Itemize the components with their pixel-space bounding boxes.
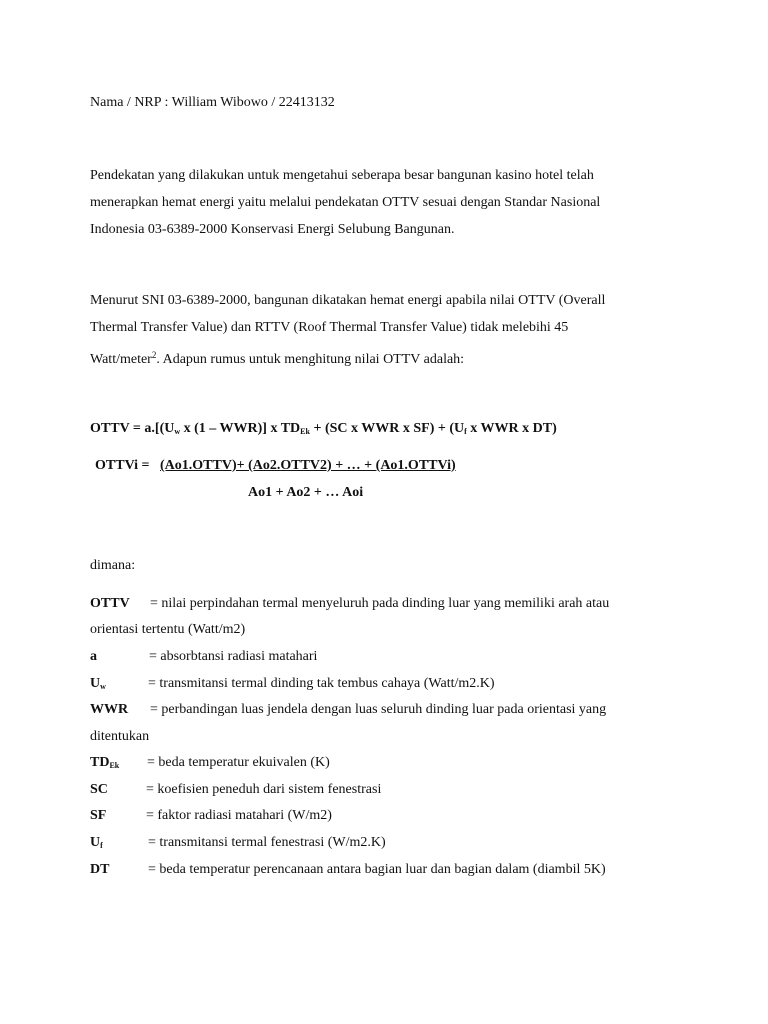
definition-term: SF — [90, 808, 107, 823]
name-nrp-line: Nama / NRP : William Wibowo / 22413132 — [90, 95, 335, 110]
intro-line-1: Pendekatan yang dilakukan untuk mengetahui seberapa besar bangunan kasino hotel telah — [90, 168, 594, 183]
ottv-formula — [90, 420, 557, 441]
definition-text: = koefisien peneduh dari sistem fenestrasi — [146, 782, 382, 797]
superscript-2: 2 — [151, 350, 157, 360]
criteria-line-3-post: . Adapun rumus untuk menghitung nilai OTTV adalah: — [156, 352, 465, 367]
formula-sub-f: f — [464, 427, 467, 436]
formula-part-1: OTTV = a.[(U — [90, 421, 175, 436]
definition-term: a — [90, 649, 97, 664]
definition-text: = transmitansi termal dinding tak tembus cahaya (Watt/m2.K) — [148, 676, 495, 691]
definition-term: DT — [90, 862, 110, 877]
definition-text: = beda temperatur perencanaan antara bagian luar dan bagian dalam (diambil 5K) — [148, 862, 606, 877]
criteria-line-2: Thermal Transfer Value) dan RTTV (Roof Thermal Transfer Value) tidak melebihi 45 — [90, 320, 569, 335]
ottvi-formula-denominator: Ao1 + Ao2 + … Aoi — [248, 485, 364, 500]
ottvi-formula-numerator: (Ao1.OTTV)+ (Ao2.OTTV2) + … + (Ao1.OTTVi) — [160, 458, 456, 473]
definition-text: = transmitansi termal fenestrasi (W/m2.K) — [148, 835, 386, 850]
definition-text: = nilai perpindahan termal menyeluruh pada dinding luar yang memiliki arah atau — [150, 596, 610, 611]
definition-term — [90, 834, 103, 855]
definition-term-sub: f — [100, 841, 103, 850]
definition-text: = faktor radiasi matahari (W/m2) — [146, 808, 332, 823]
definition-term-sub: w — [100, 682, 106, 691]
definition-term-main: U — [90, 835, 101, 850]
definition-term-main: TD — [90, 755, 110, 770]
ottvi-formula-lhs: OTTVi = — [95, 458, 150, 473]
definition-term: WWR — [90, 702, 129, 717]
definition-text: = beda temperatur ekuivalen (K) — [147, 755, 330, 770]
definition-term — [90, 754, 119, 775]
criteria-line-3 — [90, 346, 464, 369]
formula-part-3: + (SC x WWR x SF) + (U — [309, 421, 465, 436]
definition-term — [90, 675, 106, 696]
formula-part-2: x (1 – WWR)] x TD — [180, 421, 301, 436]
definition-ottv-cont: orientasi tertentu (Watt/m2) — [90, 622, 246, 637]
formula-sub-w: w — [174, 427, 181, 436]
definition-term: SC — [90, 782, 108, 797]
dimana-label: dimana: — [90, 558, 136, 573]
criteria-line-1: Menurut SNI 03-6389-2000, bangunan dikatakan hemat energi apabila nilai OTTV (Overall — [90, 293, 606, 308]
definition-wwr-cont: ditentukan — [90, 729, 150, 744]
formula-part-4: x WWR x DT) — [466, 421, 557, 436]
definition-term-sub: Ek — [109, 761, 120, 770]
definition-text: = perbandingan luas jendela dengan luas seluruh dinding luar pada orientasi yang — [150, 702, 607, 717]
criteria-line-3-pre: Watt/meter — [90, 352, 152, 367]
formula-sub-ek: Ek — [300, 427, 310, 436]
definition-term: OTTV — [90, 596, 130, 611]
definition-term-main: U — [90, 676, 101, 691]
intro-line-2: menerapkan hemat energi yaitu melalui pendekatan OTTV sesuai dengan Standar Nasional — [90, 195, 601, 210]
definition-text: = absorbtansi radiasi matahari — [149, 649, 318, 664]
intro-line-3: Indonesia 03-6389-2000 Konservasi Energi Selubung Bangunan. — [90, 222, 455, 237]
